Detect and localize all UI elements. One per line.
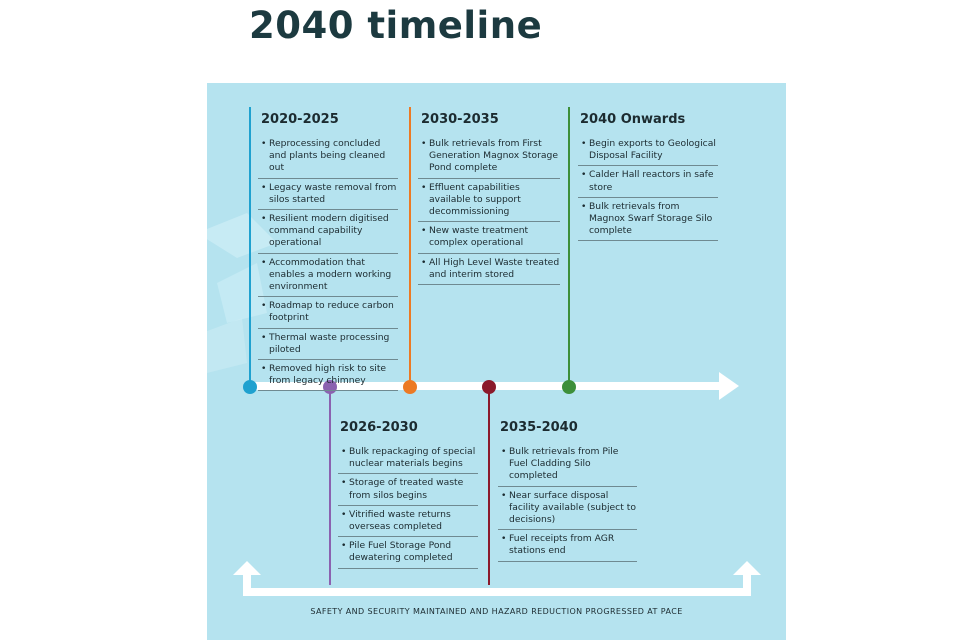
period-heading-2026-2030: 2026-2030 — [340, 420, 418, 435]
list-item: • All High Level Waste treated and interim stored — [418, 254, 560, 285]
milestone-dot-2020-2025 — [243, 380, 257, 394]
list-item: • New waste treatment complex operational — [418, 222, 560, 253]
list-item: • Effluent capabilities available to support decommissioning — [418, 179, 560, 223]
connector-2040-onwards — [568, 107, 570, 387]
list-item: • Bulk repackaging of special nuclear materials begins — [338, 443, 478, 474]
list-item: • Begin exports to Geological Disposal Facility — [578, 135, 718, 166]
list-item: • Vitrified waste returns overseas completed — [338, 506, 478, 537]
list-item: • Roadmap to reduce carbon footprint — [258, 297, 398, 328]
list-item: • Pile Fuel Storage Pond dewatering completed — [338, 537, 478, 568]
list-item: • Fuel receipts from AGR stations end — [498, 530, 637, 561]
list-item: • Thermal waste processing piloted — [258, 329, 398, 360]
list-item: • Bulk retrievals from Magnox Swarf Storage Silo complete — [578, 198, 718, 242]
list-item: • Near surface disposal facility available (subject to decisions) — [498, 487, 637, 531]
list-item: • Accommodation that enables a modern working environment — [258, 254, 398, 298]
period-heading-2035-2040: 2035-2040 — [500, 420, 578, 435]
list-item: • Calder Hall reactors in safe store — [578, 166, 718, 197]
period-heading-2040-onwards: 2040 Onwards — [580, 112, 686, 127]
footer-caption: SAFETY AND SECURITY MAINTAINED AND HAZARD REDUCTION PROGRESSED AT PACE — [310, 607, 683, 616]
connector-2020-2025 — [249, 107, 251, 387]
milestone-list-2026-2030 — [338, 443, 478, 569]
list-item: • Legacy waste removal from silos started — [258, 179, 398, 210]
milestone-list-2030-2035 — [418, 135, 560, 285]
milestone-dot-2040-onwards — [562, 380, 576, 394]
milestone-dot-2035-2040 — [482, 380, 496, 394]
connector-2035-2040 — [488, 387, 490, 585]
list-item: • Removed high risk to site from legacy chimney — [258, 360, 398, 391]
list-item: • Bulk retrievals from First Generation Magnox Storage Pond complete — [418, 135, 560, 179]
milestone-dot-2030-2035 — [403, 380, 417, 394]
milestone-list-2040-onwards — [578, 135, 718, 241]
connector-2030-2035 — [409, 107, 411, 387]
list-item: • Bulk retrievals from Pile Fuel Cladding Silo completed — [498, 443, 637, 487]
list-item: • Reprocessing concluded and plants being cleaned out — [258, 135, 398, 179]
list-item: • Storage of treated waste from silos begins — [338, 474, 478, 505]
page-title: 2040 timeline — [249, 4, 543, 47]
timeline-panel — [207, 83, 786, 640]
connector-2026-2030 — [329, 387, 331, 585]
footer-double-arrow — [233, 561, 761, 596]
milestone-list-2035-2040 — [498, 443, 637, 562]
period-heading-2030-2035: 2030-2035 — [421, 112, 499, 127]
list-item: • Resilient modern digitised command capability operational — [258, 210, 398, 254]
milestone-list-2020-2025 — [258, 135, 398, 391]
period-heading-2020-2025: 2020-2025 — [261, 112, 339, 127]
